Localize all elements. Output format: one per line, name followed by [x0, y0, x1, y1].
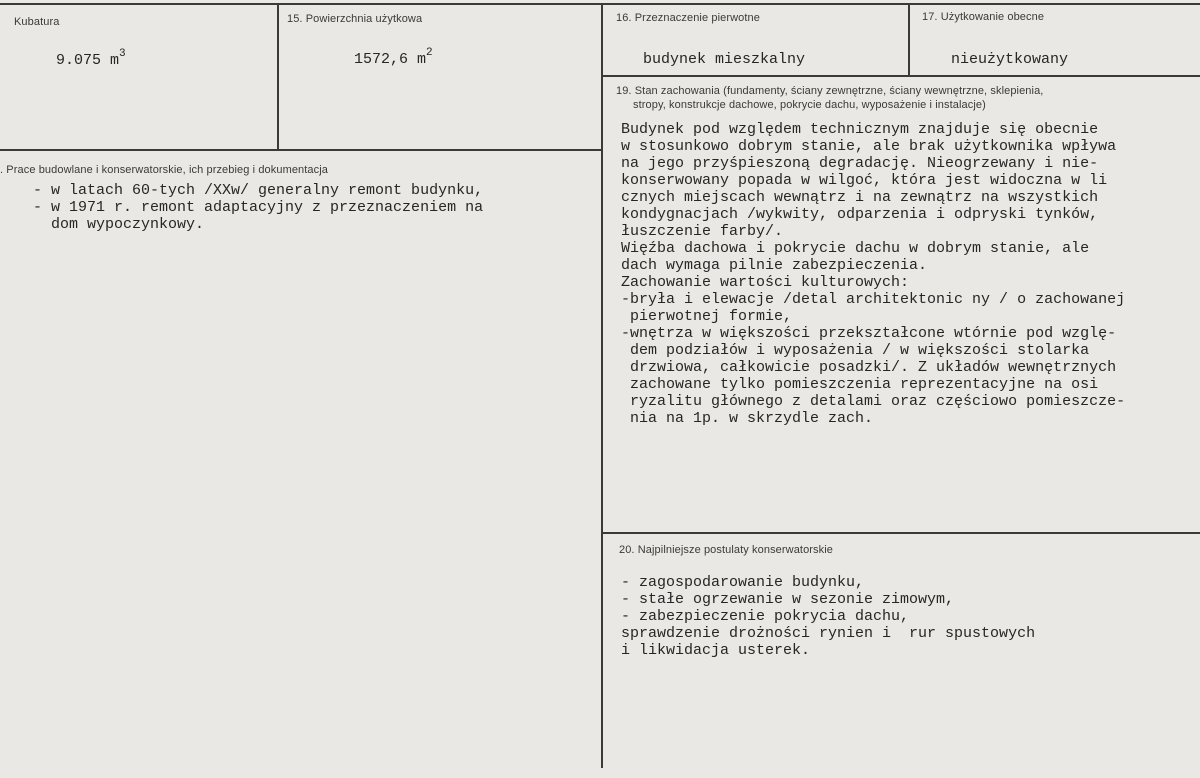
prace-line: - w 1971 r. remont adaptacyjny z przeznaczeniem na — [33, 199, 484, 216]
stan-line: -wnętrza w większości przekształcone wtórnie pod wzglę- — [621, 325, 1117, 342]
stan-line: ryzalitu głównego z detalami oraz częściowo pomieszcze- — [621, 393, 1126, 410]
stan-line: w stosunkowo dobrym stanie, ale brak użytkownika wpływa — [621, 138, 1117, 155]
stan-line: konserwowany popada w wilgoć, która jest widoczna w li — [621, 172, 1108, 189]
divider-v3 — [908, 3, 910, 76]
prace-line: dom wypoczynkowy. — [33, 216, 205, 233]
divider-right-top — [602, 75, 1200, 77]
powierzchnia-label: 15. Powierzchnia użytkowa — [287, 13, 423, 25]
stan-line: Zachowanie wartości kulturowych: — [621, 274, 910, 291]
powierzchnia-number: 1572,6 m — [354, 51, 427, 68]
postulaty-line: - zabezpieczenie pokrycia dachu, — [621, 608, 910, 625]
stan-line: dach wymaga pilnie zabezpieczenia. — [621, 257, 928, 274]
stan-line: pierwotnej formie, — [621, 308, 793, 325]
kubatura-value — [56, 48, 126, 71]
stan-label-line2: stropy, konstrukcje dachowe, pokrycie dachu, wyposażenie i instalacje) — [633, 99, 986, 111]
postulaty-line: - stałe ogrzewanie w sezonie zimowym, — [621, 591, 955, 608]
kubatura-label: Kubatura — [14, 16, 60, 28]
stan-line: drzwiowa, całkowicie posadzki/. Z układów wewnętrznych — [621, 359, 1117, 376]
stan-text — [621, 121, 1125, 427]
stan-line: Więźba dachowa i pokrycie dachu w dobrym stanie, ale — [621, 240, 1090, 257]
kubatura-number: 9.075 m — [56, 52, 120, 69]
stan-label-line1: 19. Stan zachowania (fundamenty, ściany zewnętrzne, ściany wewnętrzne, sklepienia, — [616, 85, 1044, 97]
stan-line: -bryła i elewacje /detal architektonic ny / o zachowanej — [621, 291, 1126, 308]
przeznaczenie-value: budynek mieszkalny — [643, 51, 806, 68]
powierzchnia-value — [354, 47, 433, 70]
stan-line: zachowane tylko pomieszczenia reprezentacyjne na osi — [621, 376, 1099, 393]
prace-text — [33, 182, 483, 233]
stan-line: na jego przyśpieszoną degradację. Nieogrzewany i nie- — [621, 155, 1099, 172]
postulaty-line: sprawdzenie drożności rynien i rur spustowych — [621, 625, 1036, 642]
kubatura-exponent: 3 — [119, 48, 126, 60]
stan-line: cznych miejscach wewnątrz i na zewnątrz na wszystkich — [621, 189, 1099, 206]
stan-line: dem podziałów i wyposażenia / w większości stolarka — [621, 342, 1090, 359]
postulaty-label: 20. Najpilniejsze postulaty konserwatorskie — [619, 544, 834, 556]
uzytkowanie-value: nieużytkowany — [951, 51, 1069, 68]
stan-line: Budynek pod względem technicznym znajduje się obecnie — [621, 121, 1099, 138]
przeznaczenie-label: 16. Przeznaczenie pierwotne — [616, 12, 760, 24]
divider-v1 — [277, 3, 279, 150]
postulaty-text — [621, 574, 1035, 659]
stan-line: kondygnacjach /wykwity, odparzenia i odpryski tynków, — [621, 206, 1099, 223]
prace-label: . Prace budowlane i konserwatorskie, ich przebieg i dokumentacja — [0, 164, 329, 176]
postulaty-line: - zagospodarowanie budynku, — [621, 574, 865, 591]
divider-v2 — [601, 3, 603, 768]
uzytkowanie-label: 17. Użytkowanie obecne — [922, 11, 1045, 23]
powierzchnia-exponent: 2 — [426, 47, 433, 59]
stan-line: nia na 1p. w skrzydle zach. — [621, 410, 874, 427]
postulaty-line: i likwidacja usterek. — [621, 642, 811, 659]
prace-line: - w latach 60-tych /XXw/ generalny remont budynku, — [33, 182, 484, 199]
top-border — [0, 3, 1200, 5]
stan-line: łuszczenie farby/. — [621, 223, 784, 240]
divider-left-mid — [0, 149, 602, 151]
divider-right-mid — [602, 532, 1200, 534]
